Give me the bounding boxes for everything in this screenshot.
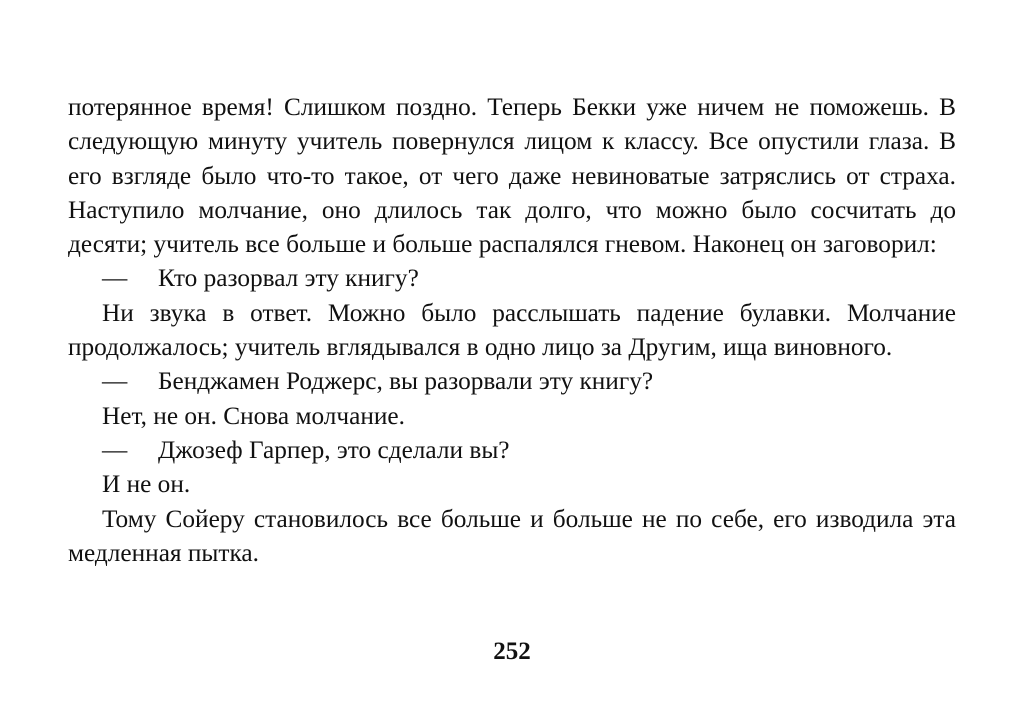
dialogue-dash: — [102,367,128,396]
page-number: 252 [493,638,531,665]
dialogue-text: Бенджамен Роджерс, вы разорвали эту книгу? [158,367,654,396]
dialogue-line-1 [68,261,956,295]
dialogue-dash: — [102,264,128,293]
dialogue-line-2 [68,364,956,398]
dialogue-line-3 [68,433,956,467]
paragraph-5: Тому Сойеру становилось все больше и больше не по себе, его изводила эта медленная пытка. [68,504,956,567]
dialogue-text: Джозеф Гарпер, это сделали вы? [158,435,510,464]
paragraph-2: Ни звука в ответ. Можно было расслышать падение булавки. Молчание продолжалось; учитель вглядывался в одно лицо за Другим, ища виновного. [68,298,956,362]
dialogue-text: Кто разорвал эту книгу? [158,264,419,293]
paragraph-4: И не он. [102,470,191,499]
paragraph-3: Нет, не он. Снова молчание. [102,401,405,430]
dialogue-dash: — [102,435,128,464]
page-body [68,90,956,570]
paragraph-1: потерянное время! Слишком поздно. Теперь Бекки уже ничем не поможешь. В следующую минуту учитель повернулся лицом к классу. Все опустили глаза. В его взгляде было что-то такое, от чего даже невиноватые затряслись от страха. Наступило молчание, оно длилось так долго, что можно было сосчитать до десяти; учитель все больше и больше распалялся гневом. Наконец он заговорил: [68,93,956,259]
